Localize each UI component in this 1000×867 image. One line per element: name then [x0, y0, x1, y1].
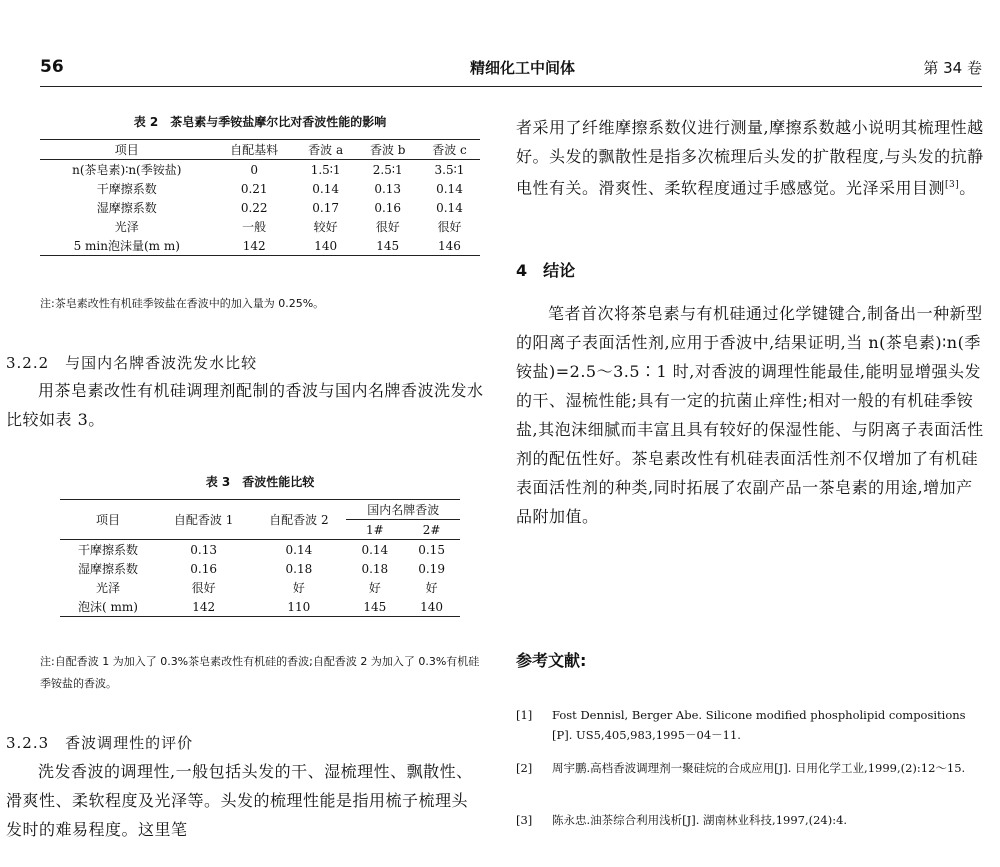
table-cell: 0.22: [240, 200, 268, 215]
table2: [40, 139, 480, 256]
reference-text: 陈永忠.油茶综合利用浅析[J]. 湖南林业科技,1997,(24):4.: [552, 813, 848, 827]
page-number: 56: [40, 57, 64, 77]
table-cell: 110: [251, 597, 346, 617]
table-cell: 0.18: [361, 561, 389, 576]
table-cell: 好: [292, 581, 305, 595]
reference-text: Fost Dennisl, Berger Abe. Silicone modified phospholipid compositions [P]. US5,405,983,1995－04－11.: [552, 708, 966, 742]
table-cell: 142: [156, 597, 251, 617]
table-row: [40, 179, 480, 198]
right-continuation-text: [516, 113, 986, 202]
table-row: [60, 540, 460, 560]
table-cell: 0.21: [240, 181, 268, 196]
table-header-cell: 香波 c: [419, 140, 480, 160]
table-row: [60, 578, 460, 597]
table2-header-row: [40, 140, 480, 160]
table2-note: 注:茶皂素改性有机硅季铵盐在香波中的加入量为 0.25%。: [40, 297, 325, 310]
table-cell: 0.14: [436, 181, 463, 196]
table-cell: 0.13: [190, 542, 217, 557]
table-row: [40, 198, 480, 217]
table-cell: 0.14: [436, 200, 463, 215]
reference-item: [516, 758, 984, 778]
table-cell: 0.16: [190, 561, 217, 576]
citation-mark: [3]: [945, 180, 960, 190]
table-cell: 0.13: [374, 181, 402, 196]
table-header-cell: 项目: [40, 140, 214, 160]
table-cell: 140: [403, 597, 460, 617]
table-cell: 光泽: [114, 220, 139, 234]
table2-caption: 表 2 茶皂素与季铵盐摩尔比对香波性能的影响: [133, 115, 387, 129]
table-cell: 干摩擦系数: [96, 182, 157, 196]
continuation-end: 。: [959, 178, 976, 198]
table-cell: n(茶皂素)∶n(季铵盐): [72, 163, 182, 177]
table-cell: 3.5∶1: [434, 162, 465, 177]
table-cell: 干摩擦系数: [78, 543, 139, 557]
table-header-cell: 1#: [346, 520, 403, 540]
table-cell: 好: [368, 581, 381, 595]
conclusion-text: 笔者首次将茶皂素与有机硅通过化学键键合,制备出一种新型的阳离子表面活性剂,应用于香波中,结果证明,当 n(茶皂素)∶n(季铵盐)=2.5～3.5∶1 时,对香波的调理性能最佳,能明显增强头发的干、湿梳性能;具有一定的抗菌止痒性;相对一般的有机硅季铵盐,其泡沫细腻而丰富且具有较好的保湿性能、与阴离子表面活性剂的配伍性好。茶皂素改性有机硅表面活性剂不仅增加了有机硅表面活性剂的种类,同时拓展了农副产品一茶皂素的用途,增加产品附加值。: [516, 304, 984, 526]
table-row: [40, 160, 480, 180]
table-header-cell: 2#: [403, 520, 460, 540]
table-header-cell: 自配香波 1: [156, 500, 251, 540]
table-header-cell: 香波 b: [356, 140, 418, 160]
table3-note: 注:自配香波 1 为加入了 0.3%茶皂素改性有机硅的香波;自配香波 2 为加入了 0.3%有机硅季铵盐的香波。: [40, 655, 480, 690]
table-cell: 2.5∶1: [372, 162, 403, 177]
header-rule: [40, 86, 982, 87]
reference-item: [516, 705, 984, 745]
table-cell: 145: [346, 597, 403, 617]
table-cell: 0.18: [285, 561, 313, 576]
table-cell: 泡沫( mm): [60, 597, 156, 617]
table-cell: 较好: [313, 220, 338, 234]
table-cell: 0: [250, 162, 258, 177]
section-4-heading: 4 结论: [516, 261, 576, 280]
section-3-2-2-text: 用茶皂素改性有机硅调理剂配制的香波与国内名牌香波洗发水比较如表 3。: [6, 381, 484, 429]
table-cell: 光泽: [96, 581, 121, 595]
table-cell: 145: [356, 236, 418, 256]
reference-text: 周宇鹏.高档香波调理剂一聚硅烷的合成应用[J]. 日用化学工业,1999,(2):12～15.: [552, 761, 966, 775]
table-cell: 142: [214, 236, 295, 256]
table-header-cell: 香波 a: [295, 140, 357, 160]
table3-caption: 表 3 香波性能比较: [205, 475, 315, 489]
table-cell: 140: [295, 236, 357, 256]
table-cell: 湿摩擦系数: [96, 201, 157, 215]
table-header-cell: 项目: [60, 500, 156, 540]
table-row: [40, 236, 480, 256]
section-3-2-3-heading: 3.2.3 香波调理性的评价: [6, 734, 194, 752]
references-heading: 参考文献:: [516, 651, 587, 670]
table-cell: 0.14: [312, 181, 339, 196]
table-header-cell: 自配香波 2: [251, 500, 346, 540]
table-cell: 好: [425, 581, 438, 595]
table-cell: 146: [419, 236, 480, 256]
section-3-2-2-heading: 3.2.2 与国内名牌香波洗发水比较: [6, 354, 258, 372]
table-cell: 很好: [191, 581, 216, 595]
table-row: [40, 217, 480, 236]
table-cell: 0.14: [361, 542, 389, 557]
table-cell: 0.15: [418, 542, 445, 557]
table3-header-row: [60, 500, 460, 520]
table-row: [60, 597, 460, 617]
table-cell: 很好: [375, 220, 400, 234]
reference-item: [516, 810, 984, 830]
journal-name: 精细化工中间体: [470, 59, 576, 77]
continuation-text: 者采用了纤维摩擦系数仪进行测量,摩擦系数越小说明其梳理性越好。头发的飘散性是指多次梳理后头发的扩散程度,与头发的抗静电性有关。滑爽性、柔软程度通过手感感觉。光泽采用目测: [516, 118, 984, 198]
table3: [60, 499, 460, 617]
table-cell: 0.19: [418, 561, 445, 576]
table-header-group-cell: 国内名牌香波: [346, 500, 460, 520]
table-header-cell: 自配基料: [214, 140, 295, 160]
table-row: [60, 559, 460, 578]
section-3-2-3-text: 洗发香波的调理性,一般包括头发的干、湿梳理性、飘散性、滑爽性、柔软程度及光泽等。头发的梳理性能是指用梳子梳理头发时的难易程度。这里笔: [6, 762, 473, 839]
table-cell: 1.5∶1: [310, 162, 341, 177]
table-cell: 0.14: [285, 542, 313, 557]
reference-number: [1]: [516, 708, 533, 722]
table-cell: 很好: [437, 220, 462, 234]
table-cell: 湿摩擦系数: [78, 562, 139, 576]
table-cell: 一般: [242, 220, 267, 234]
table-cell: 0.17: [312, 200, 339, 215]
reference-number: [2]: [516, 761, 533, 775]
table-cell: 5 min泡沫量(m m): [40, 236, 214, 256]
running-header: [40, 57, 982, 83]
reference-number: [3]: [516, 813, 533, 827]
table-cell: 0.16: [374, 200, 402, 215]
volume-label: 第 34 卷: [923, 59, 982, 77]
